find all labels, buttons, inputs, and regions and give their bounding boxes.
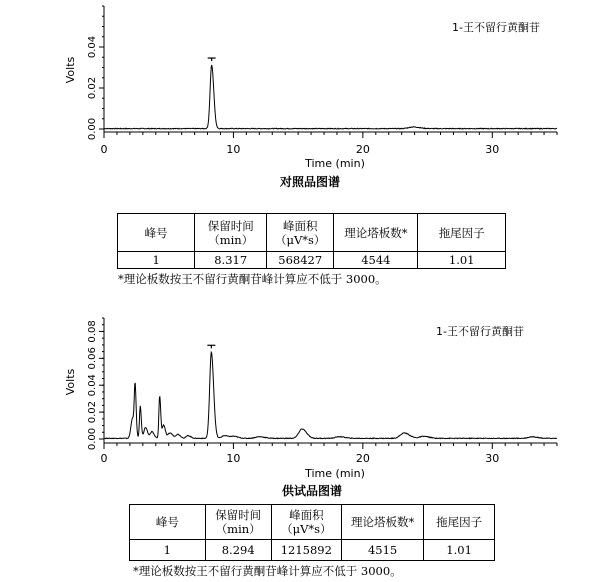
col-header-tailing-factor: 拖尾因子 <box>424 505 495 540</box>
col-header-plate-number: 理论塔板数* <box>341 505 423 540</box>
sample-results-table <box>129 504 495 561</box>
y-tick-label: 0.00 <box>87 427 98 451</box>
table-cell: 4544 <box>334 252 418 269</box>
col-header-peak-no: 峰号 <box>118 214 195 252</box>
chart1-title: 对照品图谱 <box>279 175 340 189</box>
chromatogram-trace <box>104 65 557 129</box>
col-header-peak-no: 峰号 <box>130 505 206 540</box>
x-tick-label: 30 <box>485 452 500 465</box>
y-tick-label: 0.04 <box>87 374 98 397</box>
x-tick-label: 0 <box>100 452 108 465</box>
col-header-peak-area: 峰面积 （μV*s） <box>271 505 341 540</box>
peak-annotation: 1-王不留行黄酮苷 <box>452 21 540 34</box>
chromatogram-trace <box>104 352 557 438</box>
y-tick-label: 0.08 <box>87 320 98 343</box>
x-tick-label: 0 <box>100 143 108 156</box>
x-tick-label: 20 <box>355 452 370 465</box>
col-header-plate-number: 理论塔板数* <box>334 214 418 252</box>
table-cell: 8.317 <box>195 252 267 269</box>
table-cell: 4515 <box>341 540 423 561</box>
y-tick-label: 0.00 <box>87 117 98 141</box>
y-tick-label: 0.02 <box>87 76 98 100</box>
y-axis-label: Volts <box>64 56 77 84</box>
col-header-tailing-factor: 拖尾因子 <box>418 214 506 252</box>
x-axis-label: Time (min) <box>305 157 365 170</box>
col-header-retention-time: 保留时间 （min） <box>195 214 267 252</box>
table1-footnote: *理论板数按王不留行黄酮苷峰计算应不低于 3000。 <box>118 272 387 286</box>
col-header-peak-area: 峰面积 （μV*s） <box>267 214 334 252</box>
table-cell: 568427 <box>267 252 334 269</box>
chromatogram-1 <box>64 6 557 170</box>
x-tick-label: 10 <box>226 452 241 465</box>
table-cell: 1.01 <box>418 252 506 269</box>
reference-results-table <box>117 213 506 269</box>
y-axis-label: Volts <box>64 368 77 396</box>
chart2-title: 供试品图谱 <box>281 484 342 498</box>
table-cell: 1.01 <box>424 540 495 561</box>
peak-annotation: 1-王不留行黄酮苷 <box>436 325 524 338</box>
x-tick-label: 10 <box>226 143 241 156</box>
x-tick-label: 30 <box>485 143 500 156</box>
table-cell: 8.294 <box>205 540 271 561</box>
col-header-retention-time: 保留时间 （min） <box>205 505 271 540</box>
table-cell: 1 <box>118 252 195 269</box>
x-axis-label: Time (min) <box>305 467 365 480</box>
table2-footnote: *理论板数按王不留行黄酮苷峰计算应不低于 3000。 <box>133 564 402 578</box>
y-tick-label: 0.06 <box>87 347 98 370</box>
y-tick-label: 0.02 <box>87 400 98 424</box>
y-tick-label: 0.04 <box>87 35 98 59</box>
table-cell: 1 <box>130 540 206 561</box>
table-cell: 1215892 <box>271 540 341 561</box>
chromatogram-2 <box>64 318 557 480</box>
x-tick-label: 20 <box>355 143 370 156</box>
